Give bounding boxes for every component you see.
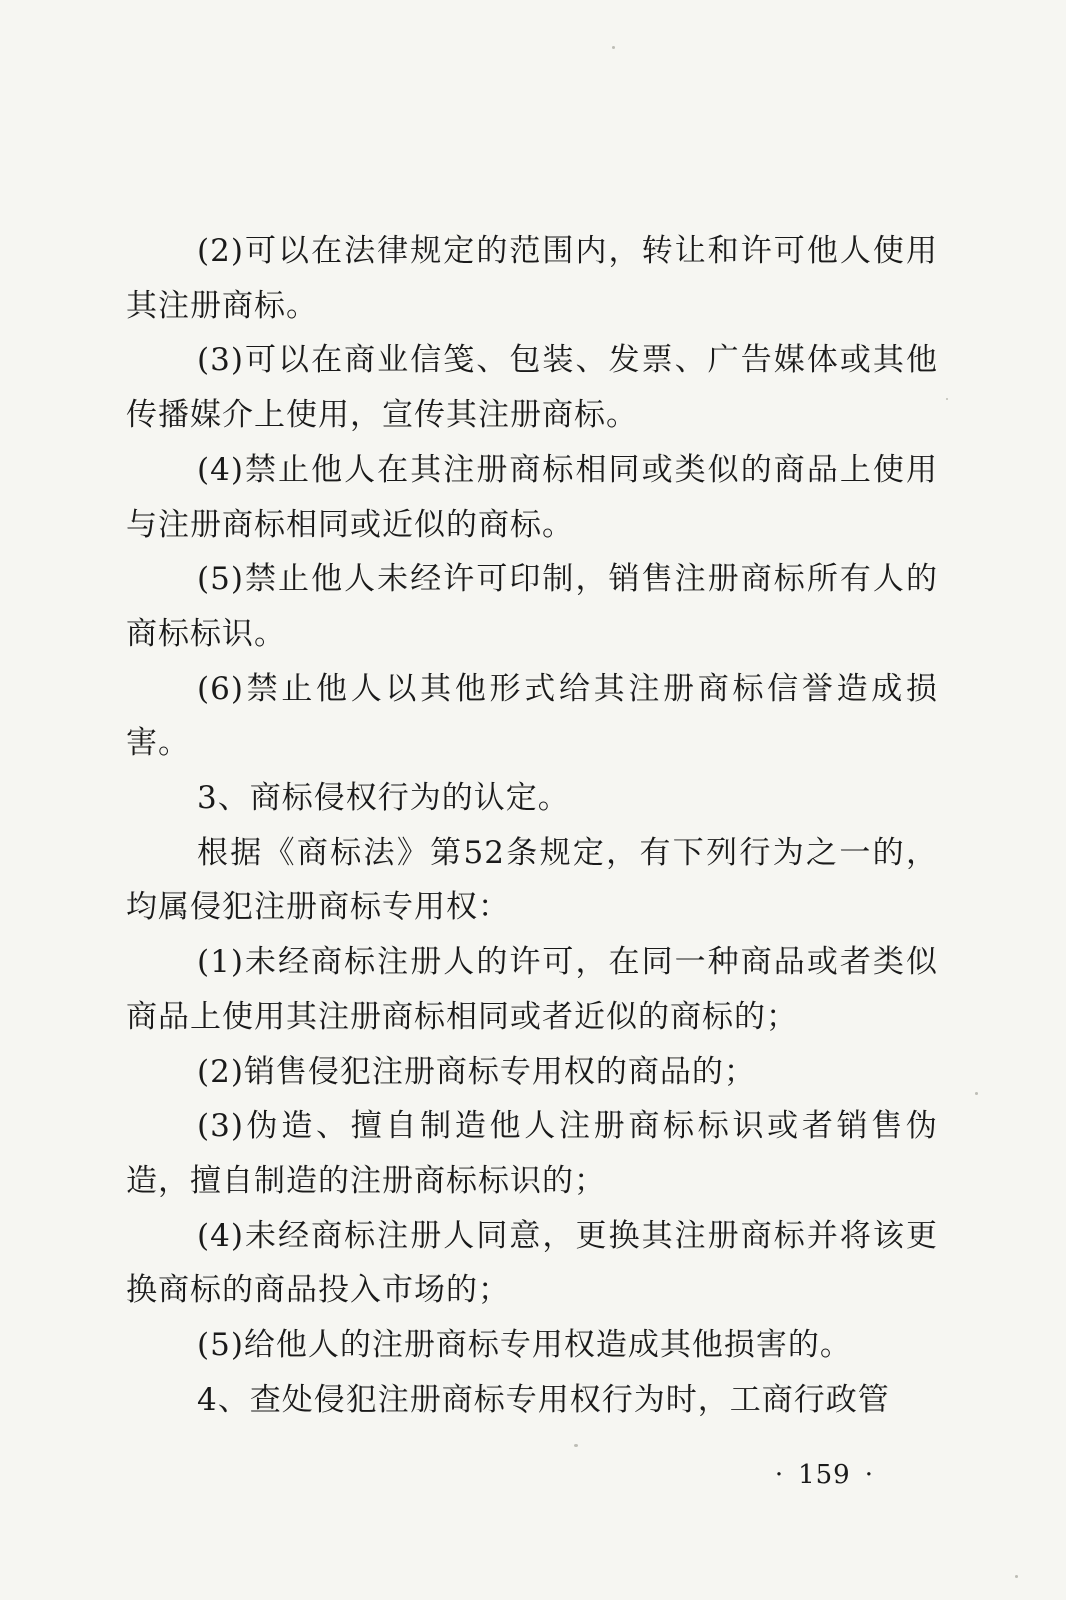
paragraph-item-2: (2)可以在法律规定的范围内，转让和许可他人使用其注册商标。: [126, 233, 938, 324]
infringement-item-3: (3)伪造、擅自制造他人注册商标标识或者销售伪造，擅自制造的注册商标标识的；: [126, 1108, 938, 1199]
scan-speckle: [946, 398, 948, 400]
section-heading-3: 3、商标侵权行为的认定。: [197, 780, 570, 817]
paragraph-item-3: (3)可以在商业信笺、包装、发票、广告媒体或其他传播媒介上使用，宣传其注册商标。: [126, 342, 938, 434]
paragraph-item-6: (6)禁止他人以其他形式给其注册商标信誉造成损害。: [126, 670, 938, 762]
body-text: [126, 224, 938, 1427]
page-number-value: 159: [798, 1460, 851, 1490]
infringement-item-5: (5)给他人的注册商标专用权造成其他损害的。: [197, 1327, 852, 1364]
paragraph-item-5: (5)禁止他人未经许可印制，销售注册商标所有人的商标标识。: [126, 561, 938, 652]
page-number-dot-left: ·: [774, 1460, 785, 1490]
page-number-dot-right: ·: [864, 1460, 874, 1490]
scan-speckle: [612, 46, 615, 49]
paragraph-item-4: (4)禁止他人在其注册商标相同或类似的商品上使用与注册商标相同或近似的商标。: [126, 451, 938, 543]
infringement-item-4: (4)未经商标注册人同意，更换其注册商标并将该更换商标的商品投入市场的；: [126, 1217, 938, 1309]
infringement-item-1: (1)未经商标注册人的许可，在同一种商品或者类似商品上使用其注册商标相同或者近似的商标的；: [126, 944, 938, 1035]
scan-speckle: [1015, 1575, 1018, 1578]
infringement-item-2: (2)销售侵犯注册商标专用权的商品的；: [197, 1053, 756, 1090]
scan-speckle: [574, 1444, 578, 1447]
section-heading-4: 4、查处侵犯注册商标专用权行为时，工商行政管: [197, 1381, 890, 1418]
page-number: [0, 1458, 1066, 1492]
scan-speckle: [975, 1092, 978, 1095]
paragraph-law-citation: 根据《商标法》第52条规定，有下列行为之一的，均属侵犯注册商标专用权：: [126, 834, 938, 926]
